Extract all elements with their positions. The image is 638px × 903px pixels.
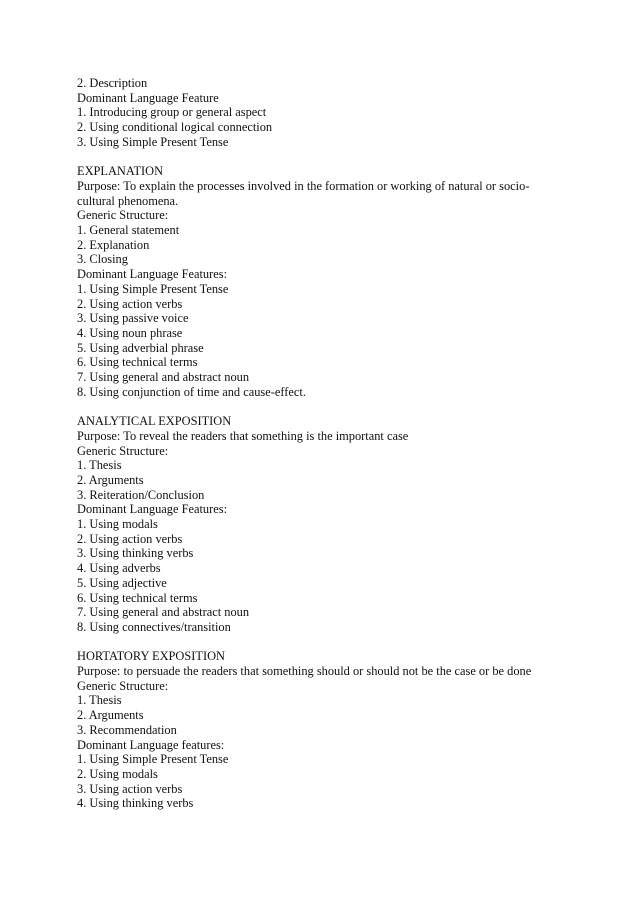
text-line: 3. Using Simple Present Tense [77,134,229,149]
text-line: 3. Using passive voice [77,311,189,326]
section-heading: HORTATORY EXPOSITION [77,649,225,664]
text-line: 2. Explanation [77,237,150,252]
purpose-text: Purpose: To reveal the readers that something is the important case [77,428,409,443]
text-line: 1. Thesis [77,458,122,473]
text-line: 3. Closing [77,252,128,267]
text-line: 3. Using action verbs [77,781,183,796]
text-line: 3. Reiteration/Conclusion [77,487,205,502]
text-line: 2. Using modals [77,767,158,781]
text-line: 3. Recommendation [77,722,177,737]
text-line: 4. Using thinking verbs [77,796,194,811]
purpose-text: Purpose: To explain the processes involved in the formation or working of natural or socio-cultural phenomena. [77,178,530,208]
text-line: 2. Arguments [77,708,144,723]
text-line: Dominant Language features: [77,737,225,752]
text-line: 1. Introducing group or general aspect [77,105,267,120]
text-line: 2. Using conditional logical connection [77,120,273,135]
text-line: 5. Using adjective [77,575,167,590]
text-line: Generic Structure: [77,208,169,223]
text-line: Dominant Language Features: [77,502,228,517]
text-line: Dominant Language Features: [77,267,228,282]
text-line: 6. Using technical terms [77,590,198,605]
section-analytical-exposition [77,414,557,635]
section-hortatory-exposition [77,649,557,811]
text-line: 2. Using action verbs [77,531,183,546]
text-line: 2. Using action verbs [77,296,183,311]
text-line: 7. Using general and abstract noun [77,605,250,620]
text-line: 1. Using Simple Present Tense [77,281,229,296]
text-line: 2. Description [77,76,148,90]
text-line: Generic Structure: [77,443,169,458]
section-heading: ANALYTICAL EXPOSITION [77,414,232,429]
section-heading: EXPLANATION [77,164,164,179]
text-line: Generic Structure: [77,678,169,693]
text-line: 1. Using Simple Present Tense [77,752,229,767]
text-line: 2. Arguments [77,472,144,487]
text-line: 1. General statement [77,223,180,238]
purpose-text: Purpose: to persuade the readers that something should or should not be the case or be done [77,664,532,679]
section-explanation [77,164,557,399]
text-line: 1. Thesis [77,693,122,708]
document-body [77,76,557,826]
text-line: 5. Using adverbial phrase [77,340,204,355]
text-line: 8. Using connectives/transition [77,619,231,634]
text-line: 6. Using technical terms [77,355,198,370]
text-line: 4. Using noun phrase [77,325,183,340]
text-line: 3. Using thinking verbs [77,546,194,561]
text-line: 8. Using conjunction of time and cause-effect. [77,384,306,399]
text-line: 1. Using modals [77,517,158,532]
text-line: 4. Using adverbs [77,561,161,576]
section-description [77,76,557,150]
text-line: 7. Using general and abstract noun [77,370,250,385]
text-line: Dominant Language Feature [77,90,219,105]
